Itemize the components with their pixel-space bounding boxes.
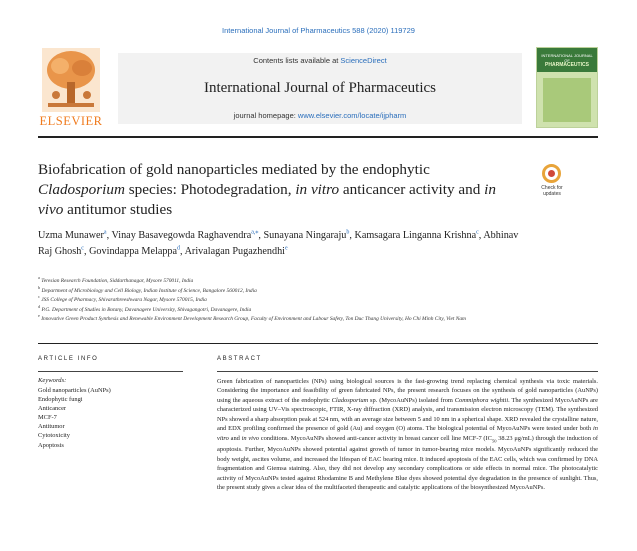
abstract-part: sp. (MycoAuNPs) isolated from xyxy=(368,396,455,404)
abstract-part: 38.23 μg/mL) through the induction of apoptosis. Further, MycoAuNPs showed potential against growth of tumor in tumor-bearing mice models. MycoAuNPs significantly reduced the body weight, ascites volume, and increased the lifespan of EAC bearing mice. It induced apoptosis of the EAC cells, which was confirmed by DNA fragmentation and Giemsa staining. Also, they did not develop any secondary complications or side effects in normal mice. The photocatalytic activity of MycoAuNPs tested against Rhodamine B and Methylene Blue dyes showed potential dye degradation in the presence of sunlight. Thus, the present study gives a clear idea of the multifaceted therapeutic and catalytic applications of the biosynthesized MycoAuNPs. xyxy=(217,434,598,492)
author-affiliation-marker[interactable]: a,⁎ xyxy=(251,229,259,236)
author-name[interactable]: Abhinav Raj Ghosh xyxy=(38,230,519,257)
section-divider xyxy=(38,343,598,344)
affiliation-list xyxy=(38,277,578,325)
homepage-line xyxy=(118,111,522,120)
cover-illustration xyxy=(543,78,591,122)
article-info-heading: ARTICLE INFO xyxy=(38,356,99,362)
keyword: Endophytic fungi xyxy=(38,396,83,404)
keyword: Apoptosis xyxy=(38,441,64,449)
affiliation-text: Innovative Green Product Synthesis and Renewable Environment Development Research Group, Faculty of Environment and Labour Safety, Ton Duc Thang University, Ho Chi Minh City, Viet Nam xyxy=(41,316,466,323)
keywords-label: Keywords: xyxy=(38,377,67,384)
updates-label xyxy=(534,185,570,197)
keyword-list xyxy=(38,386,183,450)
keyword: MCF-7 xyxy=(38,414,57,422)
cover-title xyxy=(539,54,595,69)
abstract-part: in vivo xyxy=(241,434,259,442)
title-part: antitumor studies xyxy=(63,201,173,218)
author-separator: , xyxy=(478,230,484,241)
contents-line xyxy=(118,56,522,65)
abstract-text xyxy=(217,377,598,493)
abstract-part: Commiphora wightii xyxy=(454,396,509,404)
journal-cover[interactable] xyxy=(536,47,598,128)
author-name[interactable]: Uzma Munawer xyxy=(38,230,104,241)
author-affiliation-marker[interactable]: b xyxy=(346,229,350,236)
affiliation-text: P.G. Department of Studies in Botany, Davanagere University, Shivagangotri, Davanagere, India xyxy=(41,306,252,313)
affiliation xyxy=(38,303,578,316)
author[interactable] xyxy=(185,246,288,257)
affiliation xyxy=(38,284,578,300)
author-name[interactable]: Arivalagan Pugazhendhi xyxy=(184,245,286,257)
author-separator: , xyxy=(258,230,264,241)
contents-prefix: Contents lists available at xyxy=(253,56,341,65)
keyword: Anticancer xyxy=(38,405,67,413)
abstract-part: and xyxy=(228,434,242,442)
title-part: species: Photodegradation, xyxy=(124,181,296,198)
author[interactable] xyxy=(263,230,349,241)
homepage-link[interactable]: www.elsevier.com/locate/ijpharm xyxy=(297,111,407,120)
article-info-rule xyxy=(38,371,183,372)
author-separator: , xyxy=(349,230,355,241)
author-name[interactable]: Vinay Basavegowda Raghavendra xyxy=(111,230,252,241)
abstract-part: in vitro xyxy=(217,425,598,442)
cover-line-2: PHARMACEUTICS xyxy=(545,62,589,69)
journal-citation[interactable]: International Journal of Pharmaceutics 588 (2020) 119729 xyxy=(222,26,415,35)
affiliation xyxy=(38,277,578,287)
affiliation-letter: b xyxy=(38,284,41,290)
journal-banner xyxy=(118,53,522,124)
affiliation xyxy=(38,315,578,325)
title-part: anticancer activity and xyxy=(339,181,485,198)
author-affiliation-marker[interactable]: a xyxy=(103,229,107,236)
author[interactable] xyxy=(354,230,478,241)
author-separator: , xyxy=(106,230,112,241)
title-part: in vivo xyxy=(38,181,496,218)
check-for-updates-badge[interactable] xyxy=(534,164,570,200)
journal-title: International Journal of Pharmaceutics xyxy=(203,80,436,96)
homepage-prefix: journal homepage: xyxy=(233,111,298,120)
publisher-name: ELSEVIER xyxy=(39,114,103,128)
author-affiliation-marker[interactable]: d xyxy=(177,245,181,252)
author-list xyxy=(38,228,528,259)
abstract-part: 50 xyxy=(491,438,497,443)
author[interactable] xyxy=(112,230,259,241)
author-affiliation-marker[interactable]: e xyxy=(285,245,288,252)
author[interactable] xyxy=(89,246,180,257)
abstract-part: Cladosporium xyxy=(331,396,369,404)
affiliation-text: Teresian Research Foundation, Siddarthanagar, Mysore 570011, India xyxy=(41,278,194,284)
author-separator: , xyxy=(180,245,185,257)
author-separator: , xyxy=(83,245,90,257)
abstract-part: . The synthesized MycoAuNPs are characterized using UV–Vis spectroscopic, FTIR, X-ray diffraction (XRD) analysis, and transmission electron microscopy (TEM). The synthesized NPs showed a sharp absorption peak at 524 nm, with an average size between 5 and 10 nm in a spherical shape. XRD revealed the crystalline nature, and EDX profiling confirmed the presence of gold (Au) and oxygen (O) atoms. The biological potential of MycoAuNPs were tested under both xyxy=(217,396,599,433)
updates-line-1: Check for xyxy=(541,185,563,191)
cover-line-1: INTERNATIONAL JOURNAL OF xyxy=(541,53,593,63)
affiliation-text: Department of Microbiology and Cell Biology, Indian Institute of Science, Bangalore 560012, India xyxy=(41,287,257,294)
affiliation-letter: e xyxy=(38,313,40,319)
abstract-part: conditions. MycoAuNPs showed anti-cancer activity in breast cancer cell line MCF-7 (IC xyxy=(259,434,492,442)
author-name[interactable]: Govindappa Melappa xyxy=(89,245,178,257)
keyword: Gold nanoparticles (AuNPs) xyxy=(38,387,111,394)
affiliation-letter: c xyxy=(38,294,40,300)
author[interactable] xyxy=(38,230,107,241)
title-part: in vitro xyxy=(295,181,340,198)
abstract-rule xyxy=(217,371,598,372)
keyword: Antitumor xyxy=(38,423,65,431)
author-name[interactable]: Sunayana Ningaraju xyxy=(263,230,347,241)
affiliation-text: JSS College of Pharmacy, Shivarathreeshwara Nagar, Mysore 570015, India xyxy=(41,297,207,304)
affiliation xyxy=(38,296,578,306)
article-title xyxy=(38,160,520,220)
sciencedirect-link[interactable]: ScienceDirect xyxy=(340,56,387,65)
abstract-heading: ABSTRACT xyxy=(217,356,262,362)
header-divider xyxy=(38,136,598,138)
author-name[interactable]: Kamsagara Linganna Krishna xyxy=(354,230,477,241)
author-affiliation-marker[interactable]: c xyxy=(476,229,479,236)
affiliation-letter: d xyxy=(38,303,41,309)
title-part: Biofabrication of gold nanoparticles mediated by the endophytic xyxy=(38,161,430,178)
affiliation-letter: a xyxy=(38,275,40,281)
updates-icon xyxy=(542,164,561,183)
title-part: Cladosporium xyxy=(38,181,125,198)
keyword: Cytotoxicity xyxy=(38,432,70,440)
author-affiliation-marker[interactable]: c xyxy=(81,245,84,252)
elsevier-tree-icon xyxy=(42,48,100,112)
abstract-part: Green fabrication of nanoparticles (NPs) using biological sources is the fast-growing trend replacing chemical synthesis via toxic materials. Considering the importance and feasibility of green fabricated NPs, the present research focuses on the synthesis of gold nanoparticles (AuNPs) using the aqueous extract of the endophytic xyxy=(217,378,598,404)
publisher-logo[interactable] xyxy=(38,48,104,128)
updates-line-2: updates xyxy=(543,191,561,197)
